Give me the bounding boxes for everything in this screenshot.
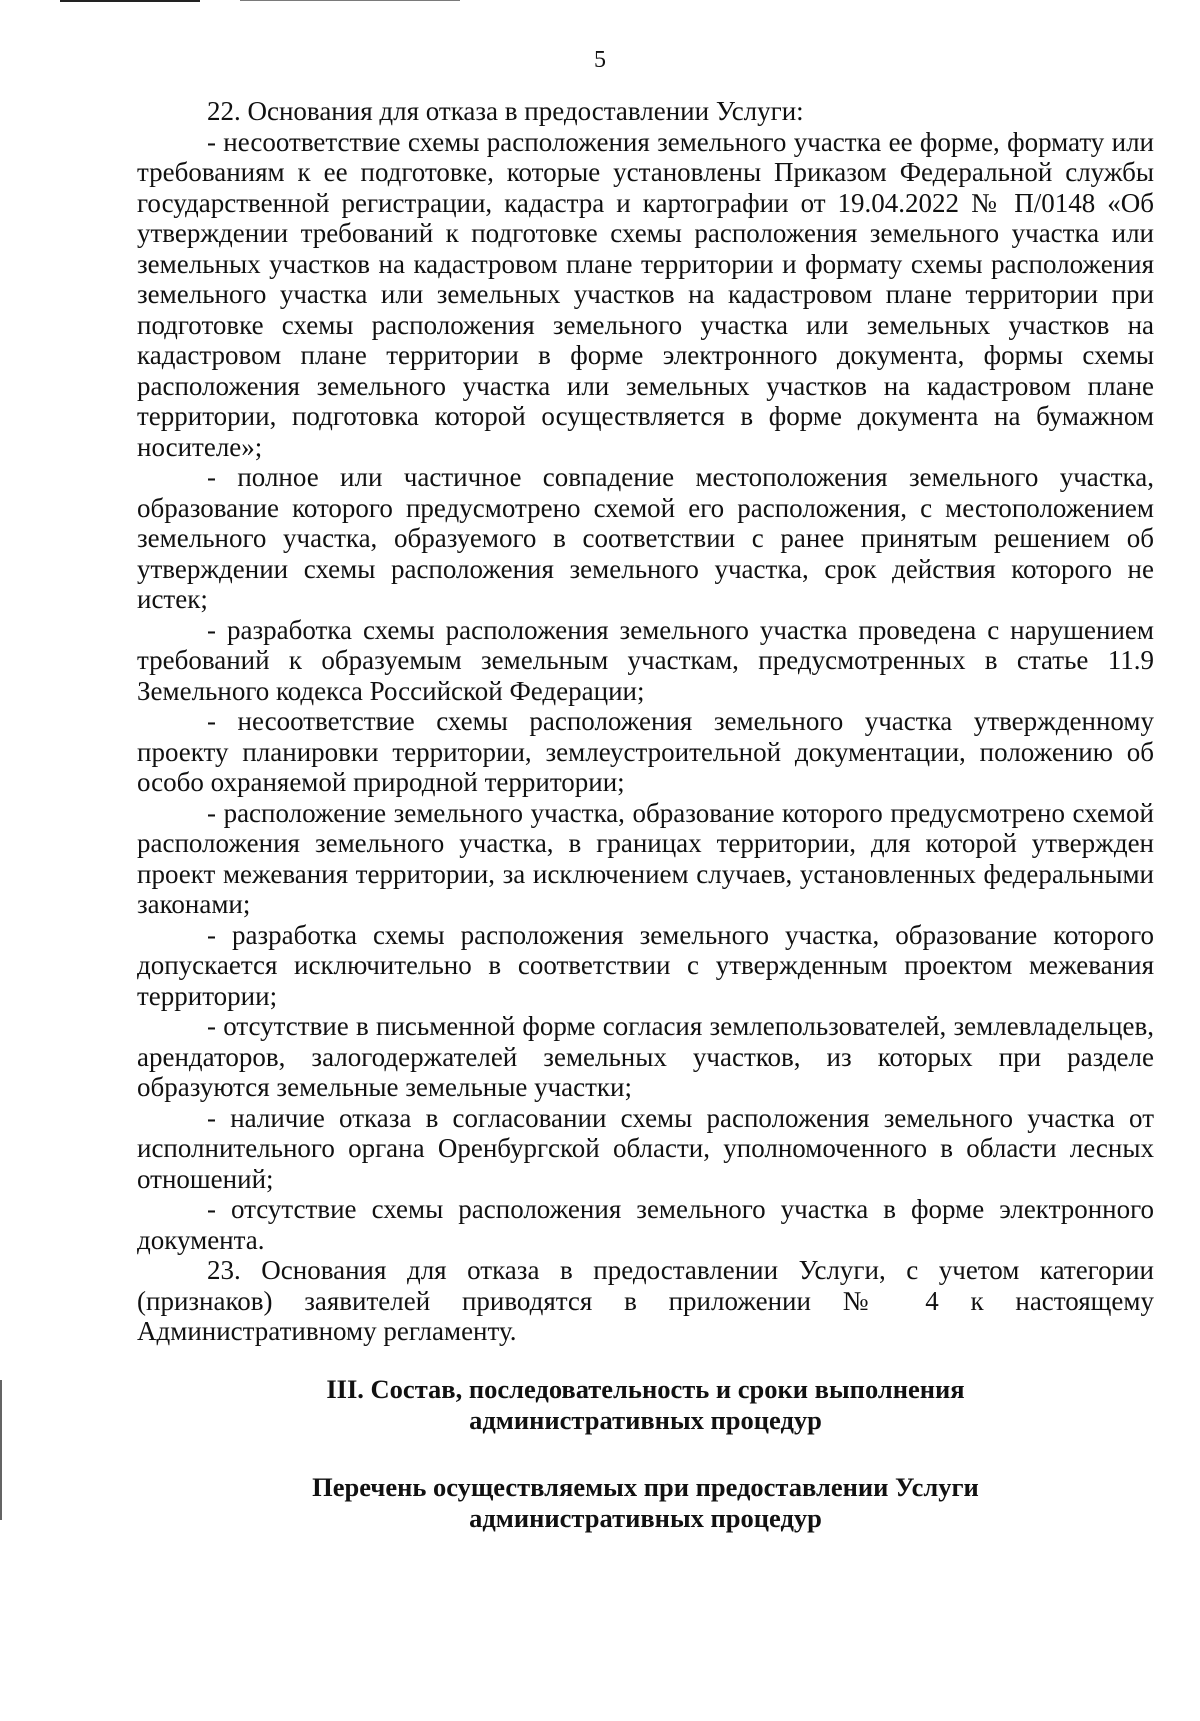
paragraph-item-1: - несоответствие схемы расположения земельного участка ее форме, формату или требованиям к ее подготовке, которые установлены Приказом Федеральной службы государственной регистрации, кадастра и картографии от 19.04.2022 № П/0148 «Об утверждении требований к подготовке схемы расположения земельного участка или земельных участков на кадастровом плане территории и формату схемы расположения земельного участка или земельных участков на кадастровом плане территории при подготовке схемы расположения земельного участка или земельных участков на кадастровом плане территории в форме электронного документа, формы схемы расположения земельного участка или земельных участков на кадастровом плане территории, подготовка которой осуществляется в форме документа на бумажном носителе»;	[137, 126, 1154, 462]
paragraph-item-6: - разработка схемы расположения земельного участка, образование которого допускается исключительно в соответствии с утвержденным проектом межевания территории;	[137, 919, 1154, 1011]
paragraph-item-4: - несоответствие схемы расположения земельного участка утвержденному проекту планировки территории, землеустроительной документации, положению об особо охраняемой природной территории;	[137, 706, 1154, 797]
paragraph-22-heading: 22. Основания для отказа в предоставлении Услуги:	[207, 96, 804, 126]
paragraph-item-2: - полное или частичное совпадение местоположения земельного участка, образование которого предусмотрено схемой его расположения, с местоположением земельного участка, образуемого в соответствии с ранее принятым решением об утверждении схемы расположения земельного участка, срок действия которого не истек;	[137, 462, 1154, 614]
subsection-title-line: Перечень осуществляемых при предоставлении Услуги	[312, 1471, 979, 1502]
section-title	[137, 1374, 1154, 1436]
section-title-line: III. Состав, последовательность и сроки выполнения	[326, 1373, 965, 1404]
paragraph-23: 23. Основания для отказа в предоставлении Услуги, с учетом категории (признаков) заявителей приводятся в приложении № 4 к настоящему Административному регламенту.	[137, 1255, 1154, 1346]
scan-artifact-left-edge	[0, 1380, 2, 1520]
document-body	[137, 96, 1154, 1534]
subsection-title	[137, 1472, 1154, 1534]
paragraph-item-3: - разработка схемы расположения земельного участка проведена с нарушением требований к образуемым земельным участкам, предусмотренных в статье 11.9 Земельного кодекса Российской Федерации;	[137, 614, 1154, 706]
scan-artifact-top-line	[60, 0, 200, 2]
paragraph-item-5: - расположение земельного участка, образование которого предусмотрено схемой расположения земельного участка, в границах территории, для которой утвержден проект межевания территории, за исключением случаев, установленных федеральными законами;	[137, 797, 1154, 919]
paragraph-item-9: - отсутствие схемы расположения земельного участка в форме электронного документа.	[137, 1194, 1154, 1255]
page-number: 5	[594, 47, 606, 73]
section-title-line: административных процедур	[469, 1404, 822, 1435]
scan-artifact-top-line	[240, 0, 460, 1]
subsection-title-line: административных процедур	[469, 1502, 822, 1533]
paragraph-item-8: - наличие отказа в согласовании схемы расположения земельного участка от исполнительного органа Оренбургской области, уполномоченного в области лесных отношений;	[137, 1102, 1154, 1194]
paragraph-item-7: - отсутствие в письменной форме согласия землепользователей, землевладельцев, арендаторов, залогодержателей земельных участков, из которых при разделе образуются земельные земельные участки;	[137, 1011, 1154, 1102]
